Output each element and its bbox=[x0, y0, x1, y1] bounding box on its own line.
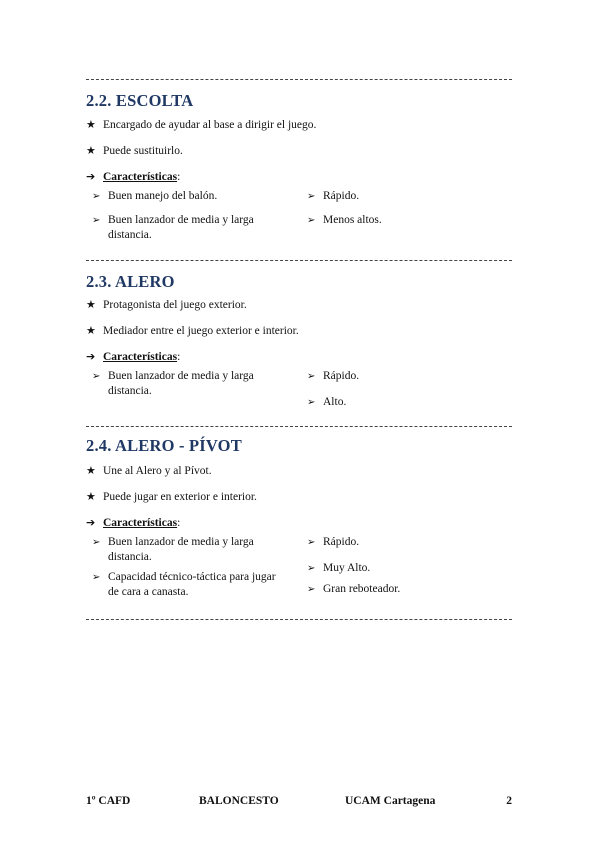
list-item: ➢ Alto. bbox=[307, 396, 347, 408]
pointer-icon: ➢ bbox=[92, 191, 101, 202]
bullet-text: Une al Alero y al Pívot. bbox=[103, 465, 212, 477]
bullet-item bbox=[86, 298, 512, 312]
characteristics-label: ➔ Características: bbox=[86, 170, 181, 183]
characteristics-right bbox=[307, 535, 507, 597]
bullet-text: Protagonista del juego exterior. bbox=[103, 299, 247, 311]
characteristics-left bbox=[92, 535, 282, 600]
list-item: ➢ Buen manejo del balón. bbox=[92, 190, 218, 202]
star-icon: ★ bbox=[86, 298, 96, 311]
pointer-icon: ➢ bbox=[307, 537, 316, 548]
arrow-right-icon: ➔ bbox=[86, 516, 96, 529]
section-alero-pivot bbox=[86, 435, 512, 598]
list-item: ➢ Rápido. bbox=[307, 190, 360, 202]
bullet-item bbox=[86, 324, 512, 338]
footer-course: 1º CAFD bbox=[86, 795, 131, 807]
characteristics-right bbox=[307, 189, 507, 228]
dashed-divider bbox=[86, 79, 512, 80]
list-item: ➢ Buen lanzador de media y larga distancia. bbox=[92, 370, 254, 397]
list-item: ➢ Buen lanzador de media y larga distancia. bbox=[92, 536, 254, 563]
list-item: ➢ Gran reboteador. bbox=[307, 583, 401, 595]
dashed-divider bbox=[86, 260, 512, 261]
bullet-text: Mediador entre el juego exterior e interior. bbox=[103, 325, 299, 337]
star-icon: ★ bbox=[86, 118, 96, 131]
star-icon: ★ bbox=[86, 464, 96, 477]
characteristics-label: ➔ Características: bbox=[86, 350, 181, 363]
footer-institution: UCAM Cartagena bbox=[345, 795, 436, 807]
bullet-item bbox=[86, 464, 512, 478]
arrow-right-icon: ➔ bbox=[86, 170, 96, 183]
bullet-item bbox=[86, 144, 512, 158]
section-escolta bbox=[86, 90, 512, 241]
characteristics-right bbox=[307, 369, 507, 410]
bullet-text: Encargado de ayudar al base a dirigir el juego. bbox=[103, 119, 317, 131]
characteristics-left bbox=[92, 369, 282, 399]
list-item: ➢ Capacidad técnico-táctica para jugar de cara a canasta. bbox=[92, 571, 276, 598]
list-item: ➢ Muy Alto. bbox=[307, 562, 371, 574]
bullet-item bbox=[86, 490, 512, 504]
star-icon: ★ bbox=[86, 144, 96, 157]
list-item: ➢ Rápido. bbox=[307, 536, 360, 548]
page-footer bbox=[86, 795, 512, 811]
star-icon: ★ bbox=[86, 490, 96, 503]
footer-page-number: 2 bbox=[506, 795, 512, 807]
pointer-icon: ➢ bbox=[92, 215, 101, 226]
section-alero bbox=[86, 271, 512, 408]
pointer-icon: ➢ bbox=[92, 371, 101, 382]
section-heading: 2.4. ALERO - PÍVOT bbox=[86, 436, 242, 455]
pointer-icon: ➢ bbox=[307, 397, 316, 408]
section-heading: 2.3. ALERO bbox=[86, 272, 175, 291]
dashed-divider bbox=[86, 619, 512, 620]
bullet-text: Puede sustituirlo. bbox=[103, 145, 183, 157]
pointer-icon: ➢ bbox=[307, 191, 316, 202]
section-heading: 2.2. ESCOLTA bbox=[86, 91, 194, 110]
pointer-icon: ➢ bbox=[92, 572, 101, 583]
star-icon: ★ bbox=[86, 324, 96, 337]
pointer-icon: ➢ bbox=[307, 215, 316, 226]
list-item: ➢ Menos altos. bbox=[307, 214, 382, 226]
characteristics-label: ➔ Características: bbox=[86, 516, 181, 529]
list-item: ➢ Buen lanzador de media y larga distancia. bbox=[92, 214, 254, 241]
pointer-icon: ➢ bbox=[307, 563, 316, 574]
pointer-icon: ➢ bbox=[92, 537, 101, 548]
dashed-divider bbox=[86, 426, 512, 427]
bullet-text: Puede jugar en exterior e interior. bbox=[103, 491, 257, 503]
characteristics-left bbox=[92, 189, 282, 243]
footer-subject: BALONCESTO bbox=[199, 795, 279, 807]
list-item: ➢ Rápido. bbox=[307, 370, 360, 382]
pointer-icon: ➢ bbox=[307, 371, 316, 382]
pointer-icon: ➢ bbox=[307, 584, 316, 595]
bullet-item bbox=[86, 118, 512, 132]
arrow-right-icon: ➔ bbox=[86, 350, 96, 363]
